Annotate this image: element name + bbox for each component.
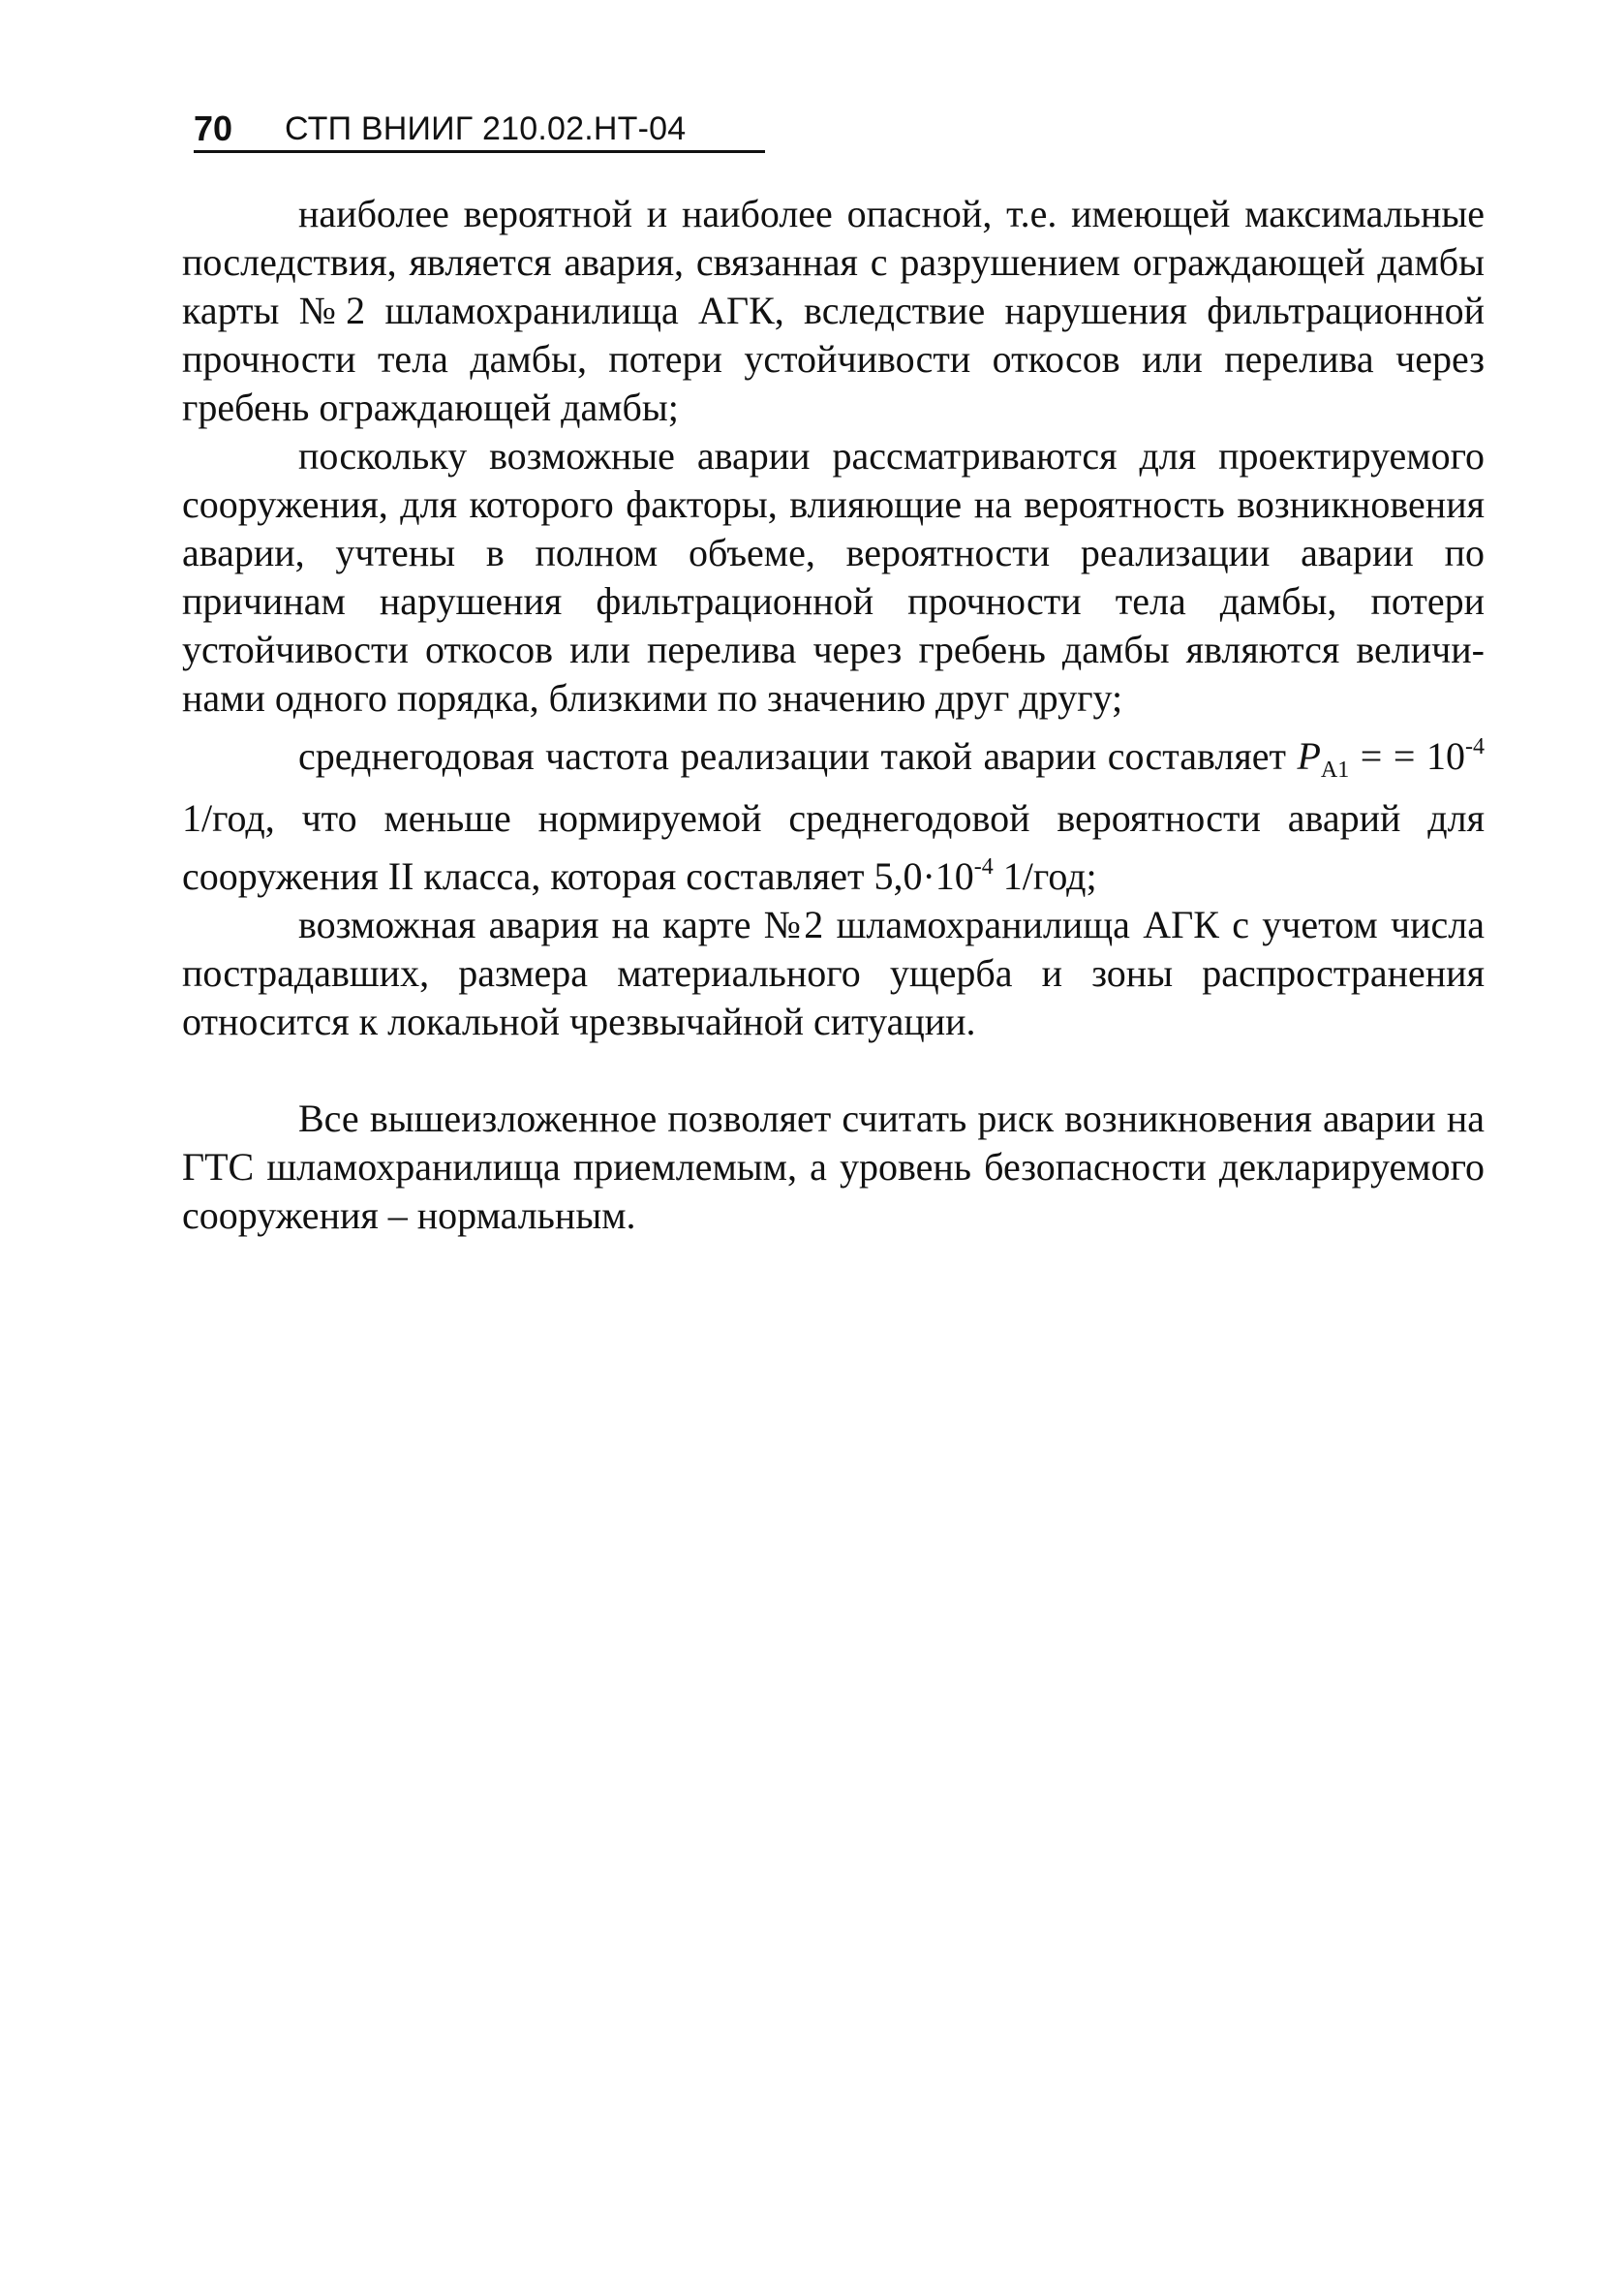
body-text	[182, 190, 1485, 1240]
frequency-exponent: -4	[1465, 734, 1485, 759]
paragraph-spacer	[182, 1046, 1485, 1095]
norm-exponent: -4	[973, 854, 994, 880]
running-header	[194, 108, 765, 153]
paragraph-annual-frequency	[182, 723, 1485, 901]
document-code: СТП ВНИИГ 210.02.НТ-04	[285, 110, 687, 147]
probability-subscript: A1	[1320, 758, 1350, 783]
annual-frequency-tail: 1/год;	[993, 854, 1097, 898]
paragraph-conclusion: Все вышеизложенное позволяет считать риск возникновения аварии на ГТС шламохранилища приемлемым, а уровень безопасности декларируемого сооружения – нормальным.	[182, 1097, 1485, 1237]
annual-frequency-middle: 1/год, что меньше нормируемой среднегодовой вероятности аварий для сооружения II класса, которая составляет 5,0·10	[182, 796, 1485, 898]
paragraph-local-emergency: возможная авария на карте №2 шламохранилища АГК с учетом числа пострадавших, размера материального ущерба и зоны распространения относится к локальной чрезвычайной ситуации.	[182, 903, 1485, 1043]
paragraph-accident-probabilities: поскольку возможные аварии рассматриваются для проектируемого сооружения, для которого факторы, влияющие на вероятность возникновения аварии, учтены в полном объеме, вероятности реализации аварии по причинам нарушения фильтрационной прочности тела дамбы, потери устойчивости откосов или перелива через гребень дамбы являются величинами одного порядка, близкими по значению друг другу;	[182, 434, 1485, 720]
annual-frequency-lead: среднегодовая частота реализации такой аварии составляет	[298, 734, 1298, 778]
frequency-equals: = = 10	[1349, 734, 1465, 778]
paragraph-most-probable-accident: наиболее вероятной и наиболее опасной, т.е. имеющей максимальные последствия, является авария, связанная с разрушением ограждающей дамбы карты №2 шламохранилища АГК, вследствие нарушения фильтрационной прочности тела дамбы, потери устойчивости откосов или перелива через гребень ограждающей дамбы;	[182, 192, 1485, 429]
page-number: 70	[194, 108, 233, 148]
probability-variable: P	[1297, 734, 1321, 778]
